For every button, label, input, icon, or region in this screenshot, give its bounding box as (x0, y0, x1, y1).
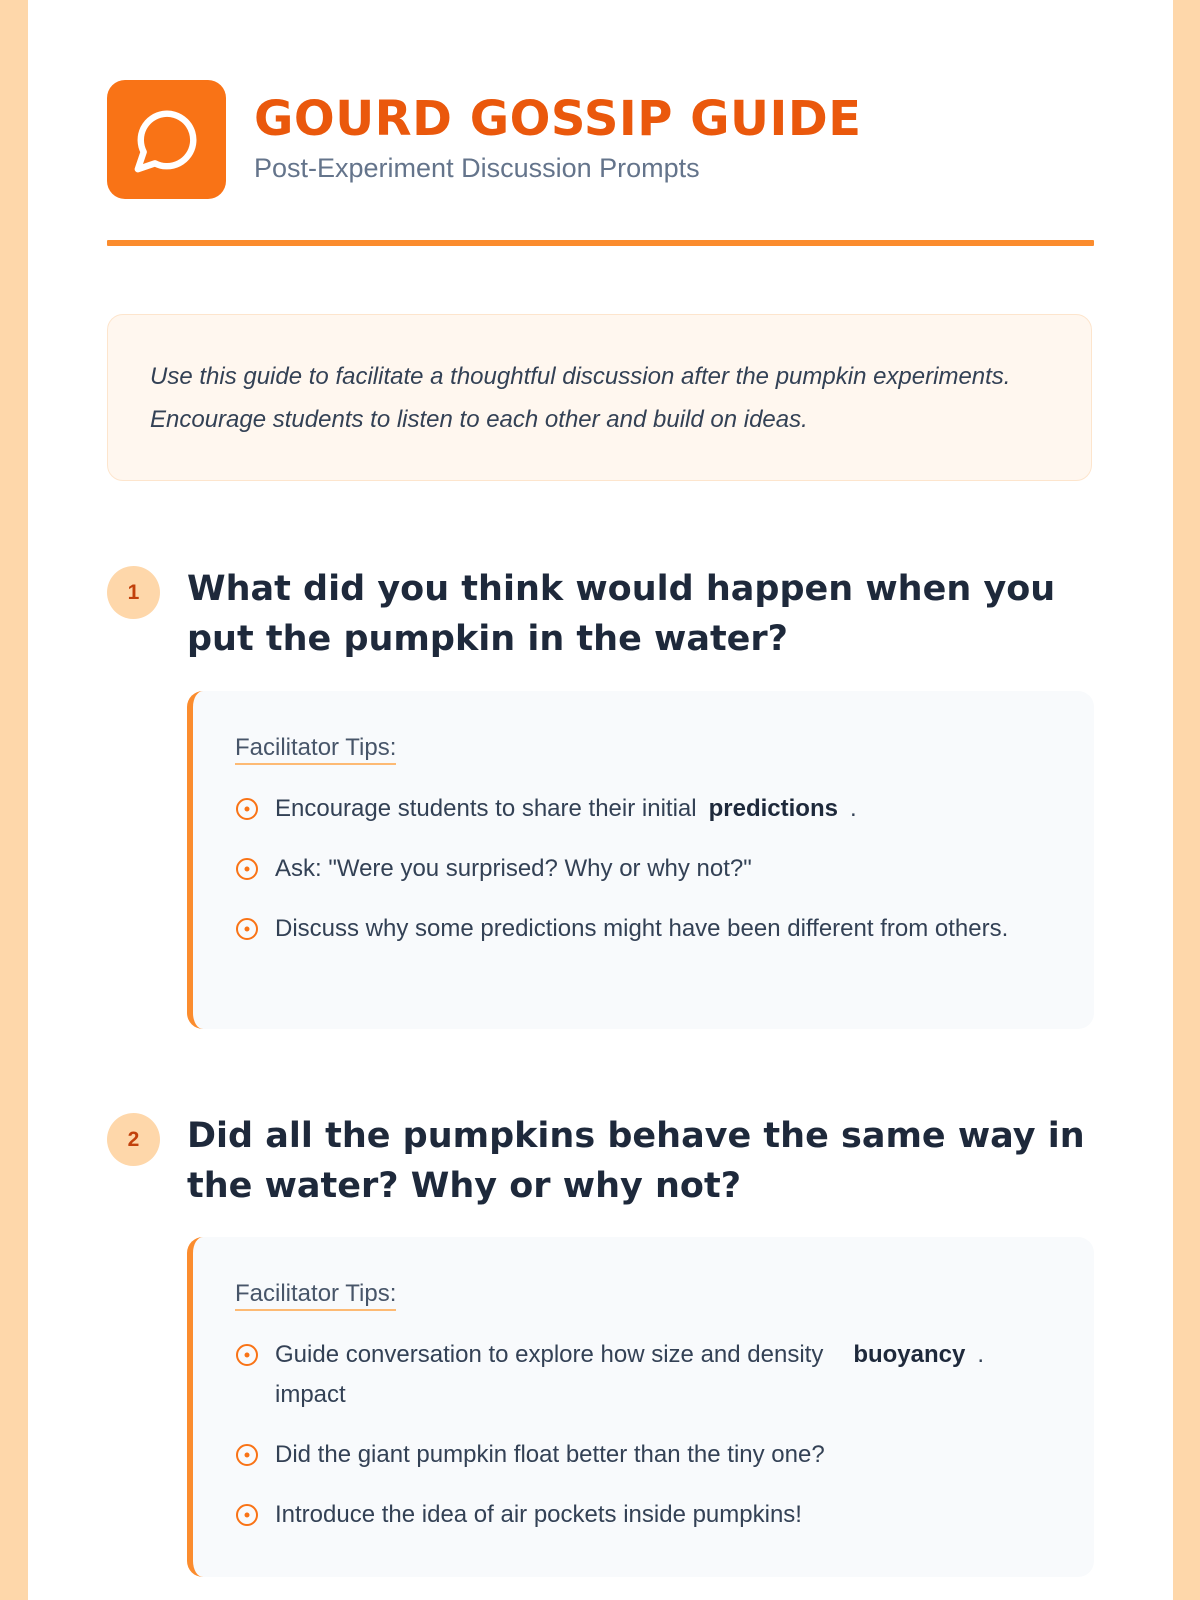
facilitator-tips-box (187, 691, 1094, 1029)
tip-text: Guide conversation to explore how size and density (275, 1341, 824, 1368)
target-bullet-icon (235, 1503, 259, 1527)
tip-item (235, 909, 1058, 949)
title-block (254, 89, 862, 184)
tip-keyword: predictions (708, 795, 838, 822)
facilitator-tips-box (187, 1237, 1094, 1577)
tip-item (235, 789, 1058, 829)
tip-text: Encourage students to share their initial (275, 795, 697, 822)
target-bullet-icon (235, 1343, 259, 1367)
page (28, 0, 1173, 1600)
tip-punctuation: . (849, 795, 857, 822)
header-divider (107, 240, 1094, 246)
tip-text: Discuss why some predictions might have been different from others. (275, 915, 1009, 942)
target-bullet-icon (235, 1443, 259, 1467)
question-text: What did you think would happen when you put the pumpkin in the water? (187, 569, 1056, 659)
target-bullet-icon (235, 857, 259, 881)
header (107, 80, 862, 199)
tip-punctuation: . (977, 1341, 985, 1368)
logo (107, 80, 226, 199)
page-title: GOURD GOSSIP GUIDE (254, 91, 862, 147)
question-number-badge: 2 (107, 1113, 160, 1166)
tip-text: Introduce the idea of air pockets inside pumpkins! (275, 1501, 802, 1528)
intro-callout: Use this guide to facilitate a thoughtful discussion after the pumpkin experiments. Encourage students to listen to each other and build on ideas. (107, 314, 1092, 481)
tip-item (235, 1335, 1058, 1415)
tip-item (235, 1435, 1058, 1475)
target-bullet-icon (235, 917, 259, 941)
target-bullet-icon (235, 797, 259, 821)
tip-text: Did the giant pumpkin float better than the tiny one? (275, 1441, 825, 1468)
page-subtitle: Post-Experiment Discussion Prompts (254, 153, 700, 183)
tip-keyword: buoyancy (853, 1341, 966, 1368)
tip-item (235, 1495, 1058, 1535)
tip-continuation: impact (275, 1381, 346, 1408)
tips-heading: Facilitator Tips: (235, 733, 396, 765)
chat-bubble-icon (132, 105, 202, 175)
question-number-badge: 1 (107, 566, 160, 619)
tip-text: Ask: "Were you surprised? Why or why not?" (275, 855, 752, 882)
tips-heading: Facilitator Tips: (235, 1279, 396, 1311)
tip-item (235, 849, 1058, 889)
question-text: Did all the pumpkins behave the same way in the water? Why or why not? (187, 1116, 1085, 1206)
